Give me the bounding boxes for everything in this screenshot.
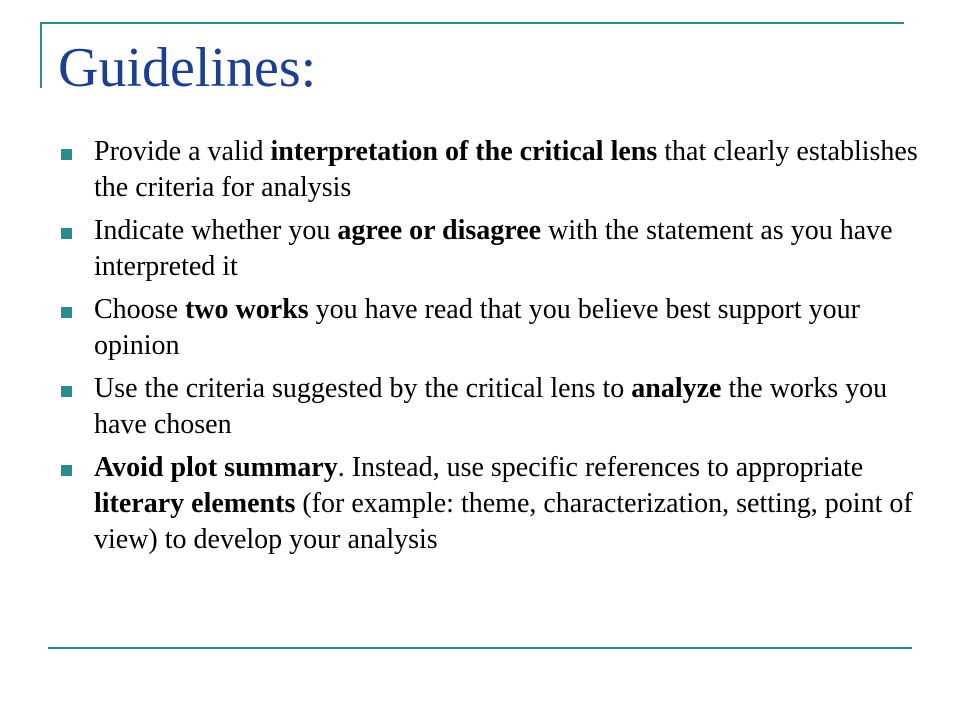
bullet-emphasis: agree or disagree: [337, 215, 542, 246]
bullet-text: [94, 292, 928, 364]
bullet-item: [58, 134, 928, 206]
bullet-segment: Provide a valid: [94, 136, 271, 167]
bullet-item: [58, 450, 928, 558]
bullet-emphasis: interpretation of the critical lens: [270, 136, 658, 167]
bullet-segment: Use the criteria suggested by the critical lens to: [94, 373, 632, 404]
top-rule: [40, 22, 904, 24]
bullet-segment: with the statement as you have interpreted it: [94, 215, 893, 282]
bullet-segment: Indicate whether you: [94, 215, 338, 246]
bullet-segment: Choose: [94, 294, 185, 325]
bullet-text: [94, 213, 928, 285]
bullet-text: [94, 371, 928, 443]
bullet-item: [58, 292, 928, 364]
square-bullet-icon: [58, 450, 94, 486]
bullet-segment: . Instead, use specific references to appropriate: [337, 452, 864, 483]
bullet-text: [94, 450, 928, 558]
bullet-emphasis: Avoid plot summary: [94, 452, 338, 483]
bullet-segment: the works you have chosen: [94, 373, 888, 440]
bullet-item: [58, 213, 928, 285]
bullet-emphasis: literary elements: [94, 488, 296, 519]
left-rule: [40, 22, 42, 88]
square-bullet-icon: [58, 292, 94, 328]
slide-title: Guidelines:: [58, 37, 317, 99]
bullet-segment: (for example: theme, characterization, setting, point of view) to develop your analysis: [94, 488, 913, 555]
bullet-item: [58, 371, 928, 443]
bullet-emphasis: two works: [185, 294, 309, 325]
bullet-emphasis: analyze: [631, 373, 722, 404]
square-bullet-icon: [58, 213, 94, 249]
bottom-rule: [48, 647, 912, 649]
square-bullet-icon: [58, 371, 94, 407]
square-bullet-icon: [58, 134, 94, 170]
bullet-text: [94, 134, 928, 206]
bullet-segment: you have read that you believe best support your opinion: [94, 294, 860, 361]
bullet-segment: that clearly establishes the criteria for analysis: [94, 136, 918, 203]
bullet-list: [58, 134, 928, 565]
